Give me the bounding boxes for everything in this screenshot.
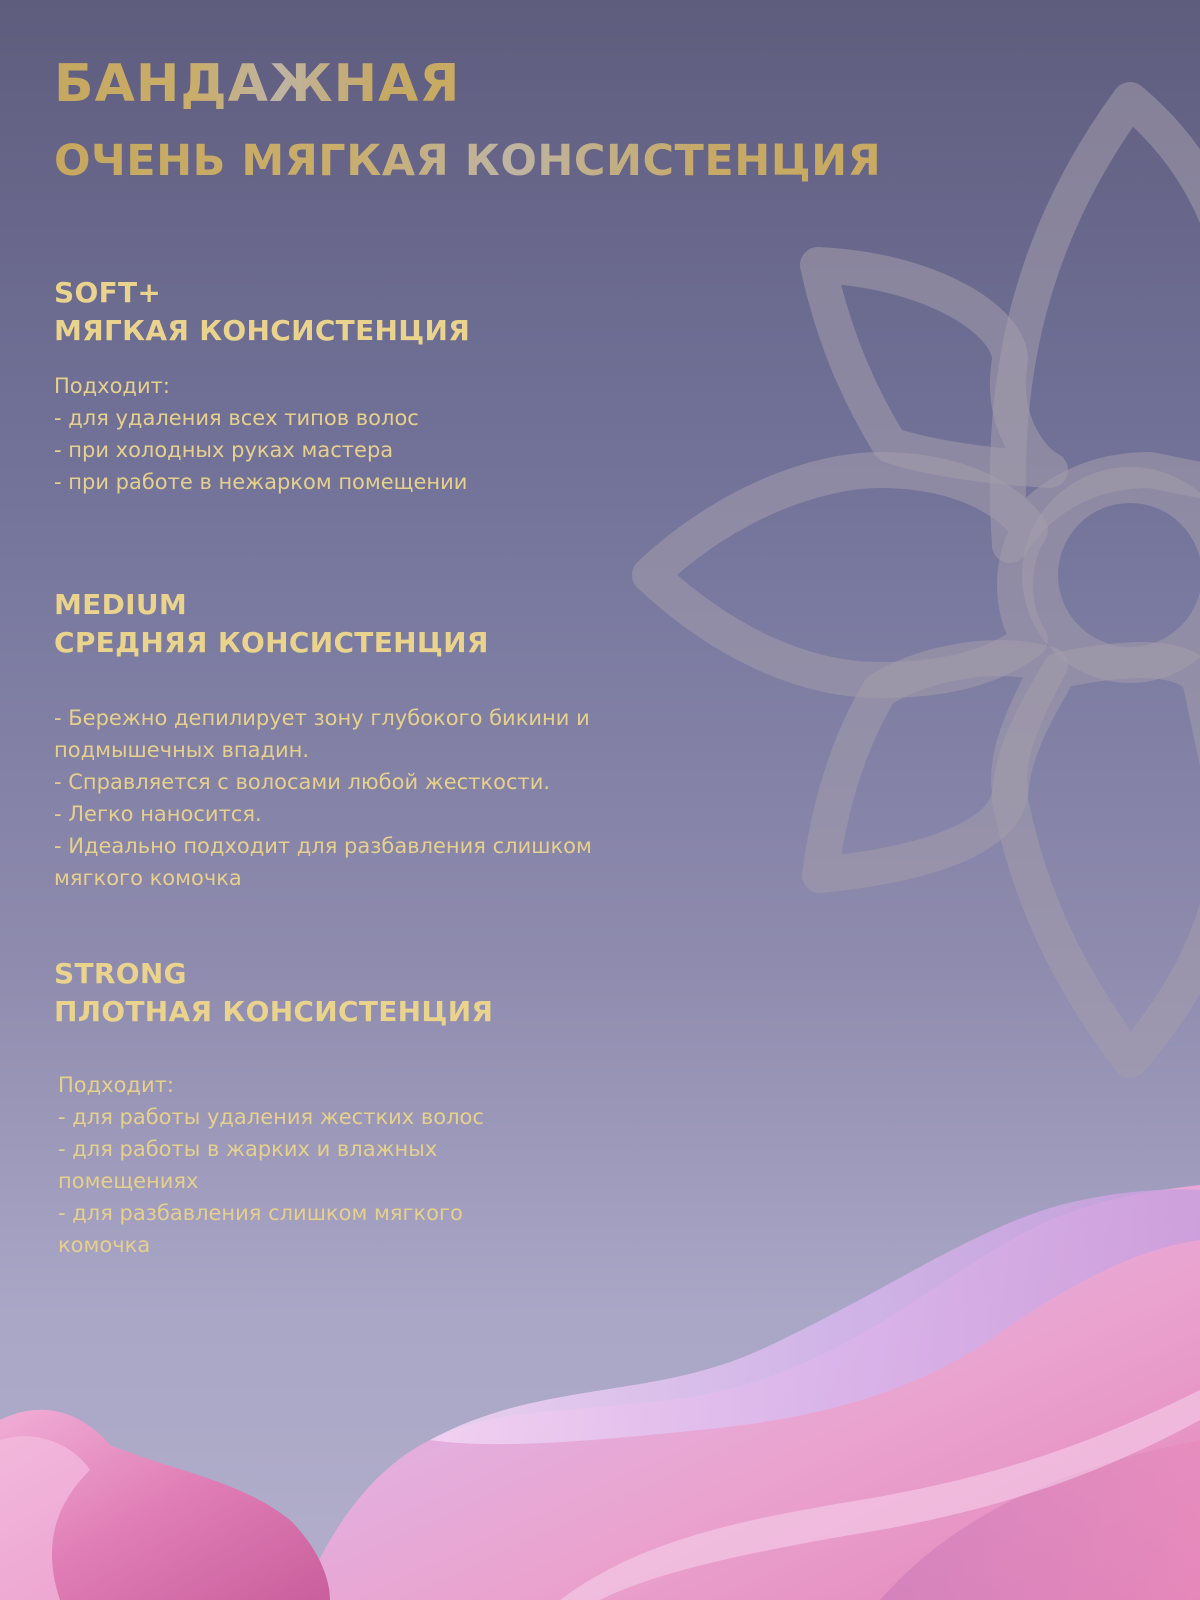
section-description (54, 1069, 493, 1261)
section-name: ПЛОТНАЯ КОНСИСТЕНЦИЯ (54, 995, 494, 1028)
description-line: - при работе в нежарком помещении (54, 470, 468, 494)
description-line: - для удаления всех типов волос (54, 406, 419, 430)
section-code: STRONG (54, 957, 187, 990)
description-line: - для работы в жарких и влажных (58, 1137, 438, 1161)
description-line: - Бережно депилирует зону глубокого бикини и (54, 706, 590, 730)
page-title: БАНДАЖНАЯ (54, 54, 461, 114)
description-line: - Справляется с волосами любой жесткости. (54, 770, 551, 794)
description-line: Подходит: (58, 1073, 174, 1097)
description-line: Подходит: (54, 374, 170, 398)
section-soft (54, 274, 470, 498)
section-name: СРЕДНЯЯ КОНСИСТЕНЦИЯ (54, 626, 489, 659)
page-subtitle: ОЧЕНЬ МЯГКАЯ КОНСИСТЕНЦИЯ (54, 132, 881, 190)
description-line: комочка (58, 1233, 151, 1257)
section-description (54, 370, 470, 498)
description-line: - для работы удаления жестких волос (58, 1105, 484, 1129)
description-line: - для разбавления слишком мягкого (58, 1201, 463, 1225)
description-line: помещениях (58, 1169, 199, 1193)
section-strong (54, 955, 493, 1261)
description-line: - Легко наносится. (54, 802, 262, 826)
description-line: - Идеально подходит для разбавления слишком (54, 834, 592, 858)
section-code: SOFT+ (54, 276, 162, 309)
section-medium (54, 586, 592, 894)
description-line: мягкого комочка (54, 866, 242, 890)
section-name: МЯГКАЯ КОНСИСТЕНЦИЯ (54, 314, 471, 347)
description-line: - при холодных руках мастера (54, 438, 394, 462)
description-line: подмышечных впадин. (54, 738, 310, 762)
section-description (54, 702, 592, 894)
section-code: MEDIUM (54, 588, 188, 621)
